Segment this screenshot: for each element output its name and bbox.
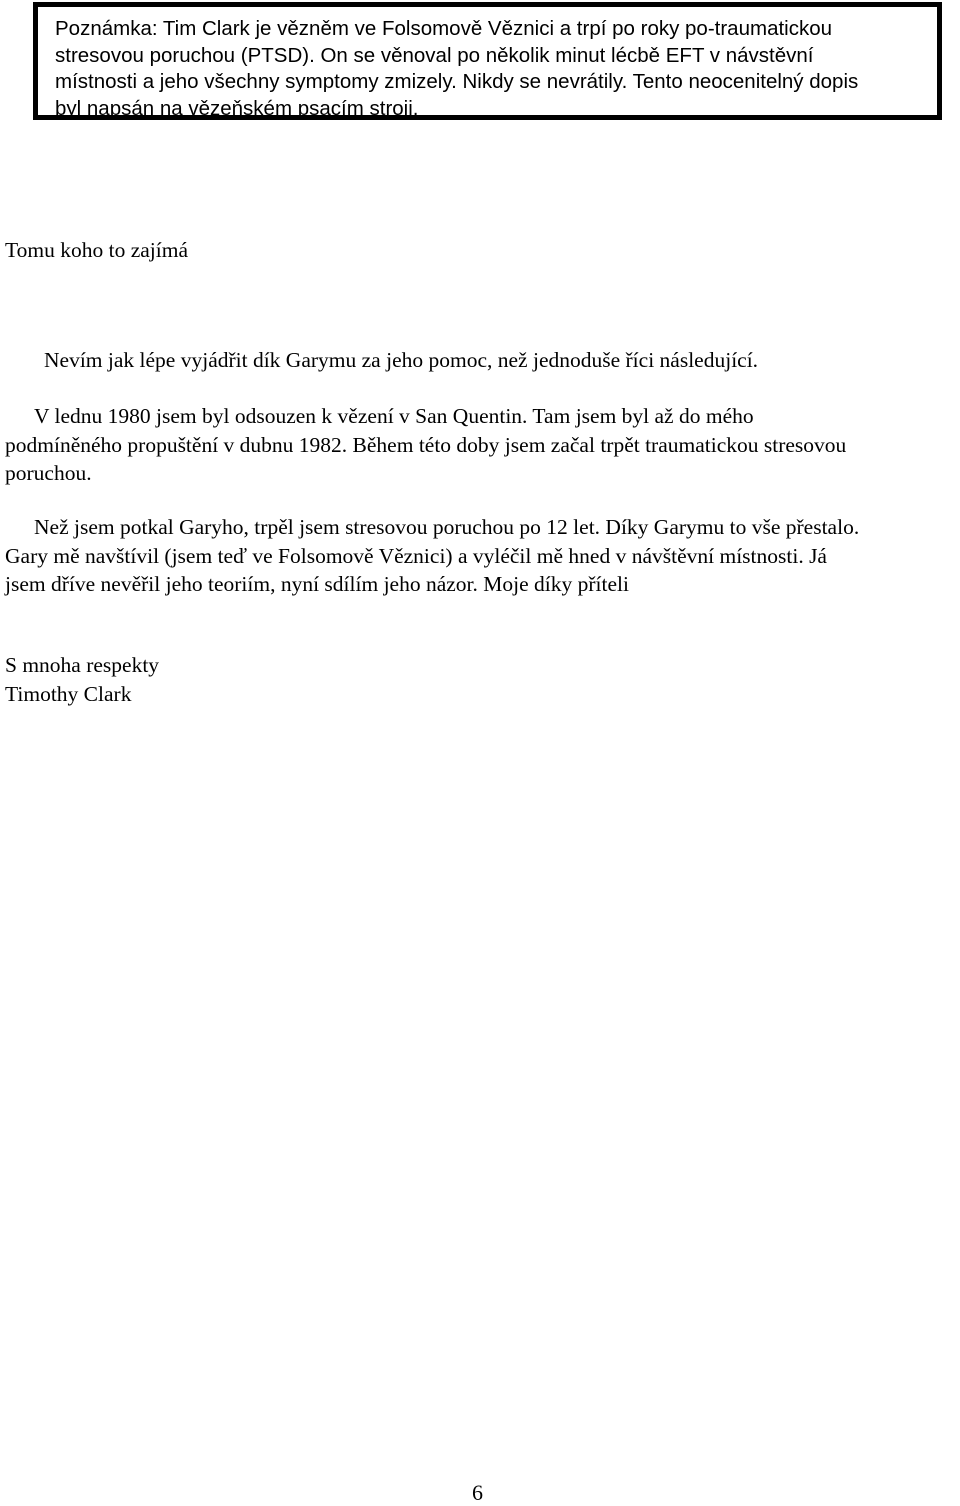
paragraph-line: poruchou. (5, 461, 92, 485)
paragraph-line: Gary mě navštívil (jsem teď ve Folsomově Věznici) a vyléčil mě hned v návštěvní místnosti. Já (5, 543, 827, 568)
letter-paragraph-1: Nevím jak lépe vyjádřit dík Garymu za jeho pomoc, než jednoduše říci následující. (44, 348, 759, 372)
paragraph-line: V lednu 1980 jsem byl odsouzen k vězení v San Quentin. Tam jsem byl až do mého (34, 404, 754, 428)
note-line: stresovou poruchou (PTSD). On se věnoval po několik minut lécbě EFT v návstěvní (55, 43, 814, 67)
letter-paragraph-2 (5, 402, 846, 488)
letter-closing: S mnoha respekty (5, 653, 160, 677)
note-box (33, 2, 942, 120)
paragraph-line: podmíněného propuštění v dubnu 1982. Během této doby jsem začal trpět traumatickou stresovou (5, 432, 847, 457)
page-number: 6 (472, 1480, 483, 1505)
letter-signature-block (5, 651, 159, 708)
note-line: Poznámka: Tim Clark je vězněm ve Folsomově Věznici a trpí po roky po-traumatickou (55, 17, 833, 40)
note-line: byl napsán na vězeňském psacím stroji. (55, 96, 419, 120)
letter-salutation: Tomu koho to zajímá (5, 238, 189, 262)
note-line: místnosti a jeho všechny symptomy zmizely. Nikdy se nevrátily. Tento neocenitelný dopis (55, 70, 859, 93)
letter-signature-name: Timothy Clark (5, 681, 132, 706)
paragraph-line: Než jsem potkal Garyho, trpěl jsem stresovou poruchou po 12 let. Díky Garymu to vše přestalo. (34, 515, 860, 539)
paragraph-line: jsem dříve nevěřil jeho teoriím, nyní sdílím jeho názor. Moje díky příteli (5, 572, 629, 596)
letter-paragraph-3 (5, 513, 859, 599)
